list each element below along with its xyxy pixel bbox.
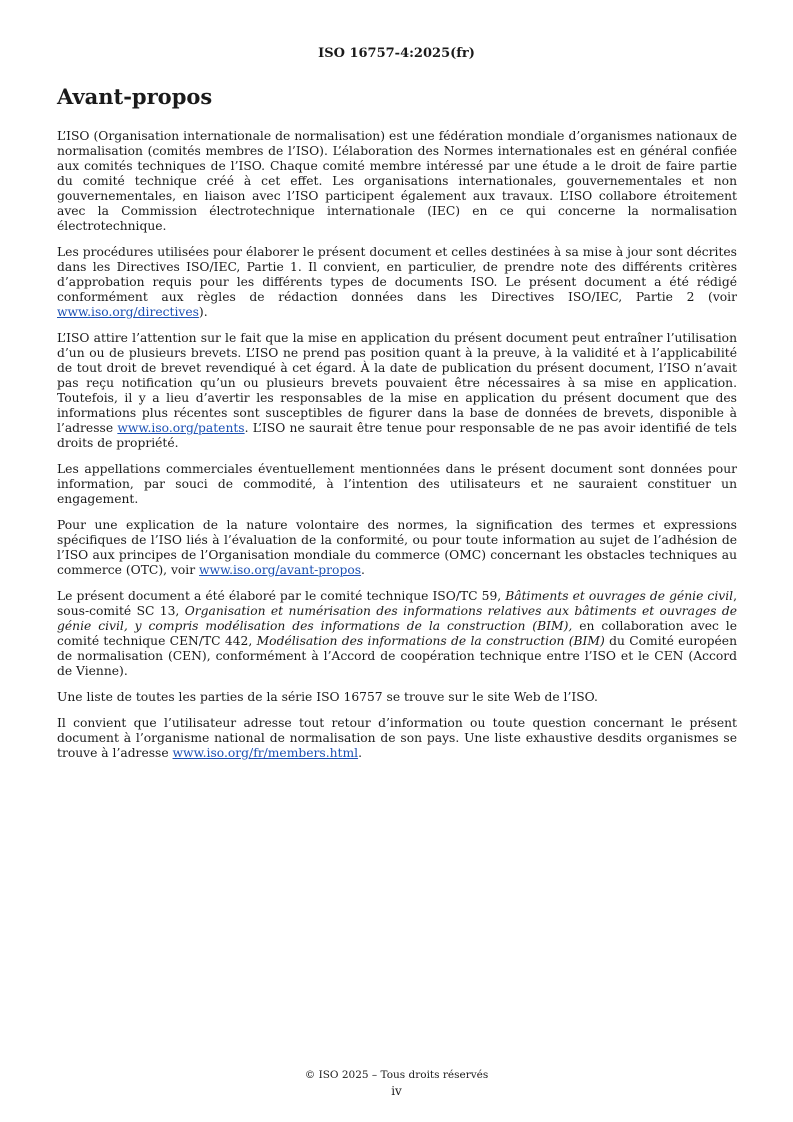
paragraph-iso-intro: L’ISO (Organisation internationale de normalisation) est une fédération mondiale d’organismes nationaux de normalisation (comités membres de l’ISO). L’élaboration des Normes internationales est en général confiée aux comités techniques de l’ISO. Chaque comité membre intéressé par une étude a le droit de faire partie du comité technique créé à cet effet. Les organisations internationales, gouvernementales et non gouvernementales, en liaison avec l’ISO participent également aux travaux. L’ISO collabore étroitement avec la Commission électrotechnique internationale (IEC) en ce qui concerne la normalisation électrotechnique.	[57, 129, 737, 233]
paragraph-text: Pour une explication de la nature volontaire des normes, la signification des termes et expressions spécifiques de l’ISO liés à l’évaluation de la conformité, ou pour toute information au sujet de l’adhésion de l’ISO aux principes de l’Organisation mondiale du commerce (OMC) concernant les obstacles techniques au commerce (OTC), voir	[57, 518, 737, 577]
paragraph-committee	[57, 589, 737, 679]
link-directives[interactable]: www.iso.org/directives	[57, 305, 199, 319]
paragraph-procedures	[57, 245, 737, 320]
paragraph-text: . L’ISO ne saurait être tenue pour responsable de ne pas avoir identifié de tels droits de propriété.	[57, 421, 737, 450]
committee-title-tc442: Modélisation des informations de la construction (BIM)	[256, 634, 605, 648]
page-footer	[0, 1067, 793, 1099]
document-id-header: ISO 16757-4:2025(fr)	[318, 46, 475, 61]
paragraph-text: ).	[198, 305, 208, 319]
paragraph-text: du Comité européen de normalisation (CEN), conformément à l’Accord de coopération technique entre l’ISO et le CEN (Accord de Vienne).	[57, 634, 737, 678]
paragraph-text: en collaboration avec le comité technique CEN/TC 442,	[57, 619, 738, 648]
subcommittee-title-sc13: Organisation et numérisation des informations relatives aux bâtiments et ouvrages de génie civil, y compris modélisation des informations de la construction (BIM),	[57, 604, 737, 633]
paragraph-text: Il convient que l’utilisateur adresse tout retour d’information ou toute question concernant le présent document à l’organisme national de normalisation de son pays. Une liste exhaustive desdits organismes se trouve à l’adresse	[57, 716, 737, 760]
page-number: iv	[391, 1084, 402, 1098]
paragraph-voluntary-nature	[57, 518, 737, 578]
copyright-notice: © ISO 2025 – Tous droits réservés	[304, 1069, 489, 1081]
link-patents[interactable]: www.iso.org/patents	[117, 421, 245, 435]
paragraph-text: L’ISO attire l’attention sur le fait que la mise en application du présent document peut entraîner l’utilisation d’un ou de plusieurs brevets. L’ISO ne prend pas position quant à la preuve, à la validité et à l’applicabilité de tout droit de brevet revendiqué à cet égard. À la date de publication du présent document, l’ISO n’avait pas reçu notification qu’un ou plusieurs brevets pouvaient être nécessaires à sa mise en application. Toutefois, il y a lieu d’avertir les responsables de la mise en application du présent document que des informations plus récentes sont susceptibles de figurer dans la base de données de brevets, disponible à l’adresse	[57, 331, 737, 435]
link-avant-propos[interactable]: www.iso.org/avant-propos	[199, 563, 362, 577]
committee-title-tc59: Bâtiments et ouvrages de génie civil	[505, 589, 734, 603]
paragraph-text: .	[361, 563, 365, 577]
paragraph-text: Le présent document a été élaboré par le comité technique ISO/TC 59,	[57, 589, 506, 603]
foreword-body	[57, 129, 737, 772]
paragraph-text: Les procédures utilisées pour élaborer le présent document et celles destinées à sa mise à jour sont décrites dans les Directives ISO/IEC, Partie 1. Il convient, en particulier, de prendre note des différents critères d’approbation requis pour les différents types de documents ISO. Le présent document a été rédigé conformément aux règles de rédaction données dans les Directives ISO/IEC, Partie 2 (voir	[57, 245, 737, 304]
paragraph-text: , sous-comité SC 13,	[57, 589, 737, 618]
paragraph-patents	[57, 331, 737, 451]
paragraph-feedback	[57, 716, 737, 761]
paragraph-text: .	[358, 746, 362, 760]
page-title: Avant-propos	[57, 84, 213, 109]
link-members[interactable]: www.iso.org/fr/members.html	[172, 746, 359, 760]
paragraph-trade-names: Les appellations commerciales éventuellement mentionnées dans le présent document sont données pour information, par souci de commodité, à l’intention des utilisateurs et ne sauraient constituer un engagement.	[57, 462, 737, 506]
paragraph-series-list: Une liste de toutes les parties de la série ISO 16757 se trouve sur le site Web de l’ISO.	[57, 690, 598, 704]
